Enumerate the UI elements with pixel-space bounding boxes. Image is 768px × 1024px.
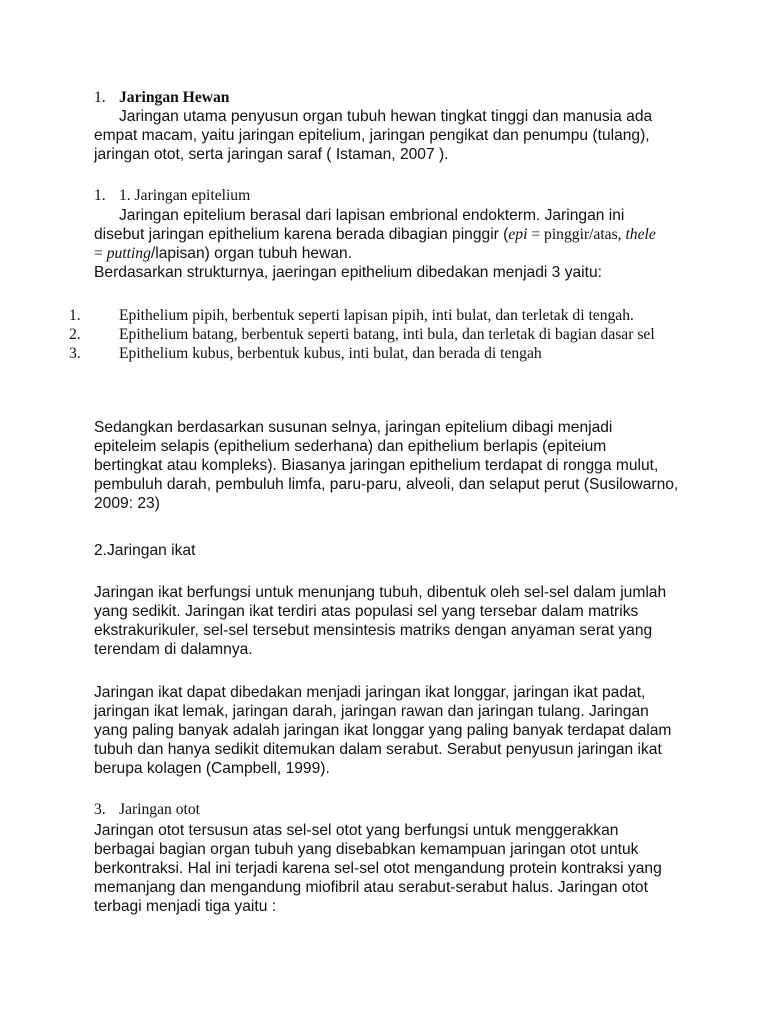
section-1-heading — [94, 88, 694, 107]
section-3-title: Jaringan otot — [119, 801, 200, 818]
section-1-1-number: 1. — [94, 187, 106, 204]
section-1-title: Jaringan Hewan — [119, 89, 230, 106]
term-epi: epi — [508, 226, 528, 243]
term-thele: thele — [625, 226, 656, 243]
list-item: 2. Epithelium batang, berbentuk seperti batang, inti bula, dan terletak di bagian dasar sel — [69, 326, 655, 343]
section-1-number: 1. — [94, 89, 106, 106]
list-item: 3. Epithelium kubus, berbentuk kubus, inti bulat, dan berada di tengah — [69, 345, 542, 362]
susunan-paragraph: Sedangkan berdasarkan susunan selnya, jaringan epitelium dibagi menjadi epiteleim selapis (epithelium sederhana) dan epithelium berlapis (epiteium bertingkat atau kompleks). Biasanya jaringan epithelium terdapat di rongga mulut, pembuluh darah, pembuluh limfa, paru-paru, alveoli, dan selaput perut (Susilowarno, 2009: 23) — [94, 419, 679, 512]
epithelium-list — [69, 306, 669, 363]
list-item: 1. Epithelium pipih, berbentuk seperti lapisan pipih, inti bulat, dan terletak di tengah. — [69, 307, 634, 324]
section-1-paragraph: Jaringan utama penyusun organ tubuh hewan tingkat tinggi dan manusia ada empat macam, yaitu jaringan epitelium, jaringan pengikat dan penumpu (tulang), jaringan otot, serta jaringan saraf ( Istaman, 2007 ). — [94, 108, 653, 163]
epitelium-struktur-intro: Berdasarkan strukturnya, jaeringan epithelium dibedakan menjadi 3 yaitu: — [94, 264, 602, 281]
section-3-paragraph: Jaringan otot tersusun atas sel-sel otot yang berfungsi untuk menggerakkan berbagai bagian organ tubuh yang disebabkan kemampuan jaringan otot untuk berkontraksi. Hal ini terjadi karena sel-sel otot mengandung protein kontraksi yang memanjang dan mengandung miofibril atau serabut-serabut halus. Jaringan otot terbagi menjadi tiga yaitu : — [94, 822, 662, 915]
section-1-1-heading — [94, 186, 694, 205]
section-2-title: 2.Jaringan ikat — [94, 542, 196, 559]
epitelium-paragraph: Jaringan epitelium berasal dari lapisan embrional endokterm. Jaringan ini disebut jaringan epithelium karena berada dibagian pinggir (epi = pinggir/atas, thele = putting/lapisan) organ tubuh hewan. — [94, 207, 656, 262]
section-3-number: 3. — [94, 801, 106, 818]
section-2-paragraph-1: Jaringan ikat berfungsi untuk menunjang tubuh, dibentuk oleh sel-sel dalam jumlah yang sedikit. Jaringan ikat terdiri atas populasi sel yang tersebar dalam matriks ekstrakurikuler, sel-sel tersebut mensintesis matriks dengan anyaman serat yang terendam di dalamnya. — [94, 584, 667, 658]
section-3-heading — [94, 800, 694, 819]
section-2-paragraph-2: Jaringan ikat dapat dibedakan menjadi jaringan ikat longgar, jaringan ikat padat, jaringan ikat lemak, jaringan darah, jaringan rawan dan jaringan tulang. Jaringan yang paling banyak adalah jaringan ikat longgar yang paling banyak terdapat dalam tubuh dan hanya sedikit ditemukan dalam serabut. Serabut penyusun jaringan ikat berupa kolagen (Campbell, 1999). — [94, 684, 672, 777]
term-putting: putting — [106, 245, 151, 262]
section-1-1-title: 1. Jaringan epitelium — [119, 187, 251, 204]
